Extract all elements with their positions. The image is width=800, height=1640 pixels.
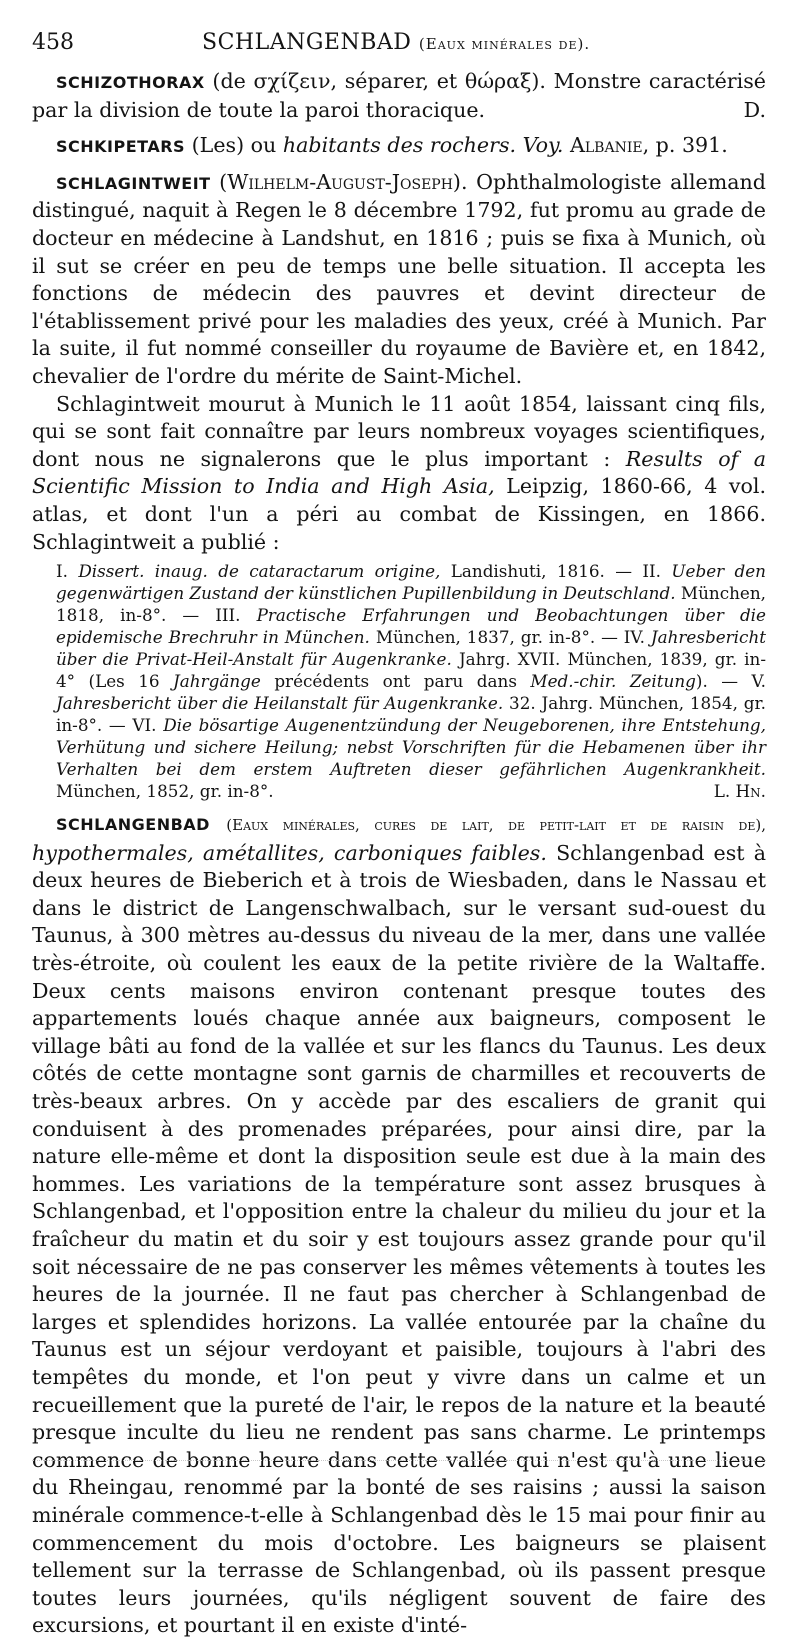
entry-term: SCHKIPETARS [56, 137, 186, 157]
running-title: SCHLANGENBAD (Eaux minérales de). [202, 30, 591, 55]
entry-term: SCHLANGENBAD [56, 815, 210, 835]
page-header [32, 30, 766, 60]
cross-reference-link: Albanie [570, 133, 643, 158]
entry-schlagintweit: SCHLAGINTWEIT (Wilhelm-August-Joseph). Ophthalmologiste allemand distingué, naquit à Regen le 8 décembre 1792, fut promu au grade de docteur en médecine à Landshut, en 1816 ; puis se fixa à Munich, où il sut se créer en peu de temps une belle situation. Il accepta les fonctions de médecin des pauvres et devint directeur de l'établissement privé pour les maladies des yeux, créé à Munich. Par la suite, il fut nommé conseiller du royaume de Bavière et, en 1842, chevalier de l'ordre du mérite de Saint-Michel. Schlagintweit mourut à Munich le 11 août 1854, laissant cinq fils, qui se sont fait connaître par leurs nombreux voyages scientifiques, dont nous ne signalerons que le plus important : Results of a Scientific Mission to India and High Asia, Leipzig, 1860-66, 4 vol. atlas, et dont l'un a péri au combat de Kissingen, en 1866. Schlagintweit a publié : I. Dissert. inaug. de cataractarum origine, Landishuti, 1816. — II. Ueber den gegenwärtigen Zustand der künstlichen Pupillenbildung in Deutschland. München, 1818, in-8°. — III. Practische Erfahrungen und Beobachtungen über die epidemische Brechruhr in München. München, 1837, gr. in-8°. — IV. Jahresbericht über die Privat-Heil-Anstalt für Augenkranke. Jahrg. XVII. München, 1839, gr. in-4° (Les 16 Jahrgänge précédents ont paru dans Med.-chir. Zeitung). — V. Jahresbericht über die Heilanstalt für Augenkranke. 32. Jahrg. München, 1854, gr. in-8°. — VI. Die bösartige Augenentzündung der Neugeborenen, ihre Entstehung, Verhütung und sichere Heilung; nebst Vorschriften für die Hebamenen über ihr Verhalten bei dem erstem Auftreten dieser gefährlichen Augenkrankheit. München, 1852, gr. in-8°. L. Hn. [32, 169, 767, 802]
page-footer-rule [32, 1460, 766, 1462]
entry-signature: D. [743, 97, 766, 122]
entry-term: SCHLAGINTWEIT [56, 173, 211, 193]
entry-schlangenbad: SCHLANGENBAD (Eaux minérales, cures de lait, de petit-lait et de raisin de), hypothermales, amétallites, carboniques faibles. Schlangenbad est à deux heures de Bieberich et à trois de Wiesbaden, dans le Nassau et dans le district de Langenschwalbach, sur le versant sud-ouest du Taunus, à 300 mètres au-dessus du niveau de la mer, dans une vallée très-étroite, où coulent les eaux de la petite rivière de la Waltaffe. Deux cents maisons environ contenant presque toutes des appartements loués chaque année aux baigneurs, composent le village bâti au fond de la vallée et sur les flancs du Taunus. Les deux côtés de cette montagne sont garnis de charmilles et recouverts de très-beaux arbres. On y accède par des escaliers de granit qui conduisent à des promenades préparées, pour ainsi dire, par la nature elle-même et dont la disposition seule est due à la main des hommes. Les variations de la température sont assez brusques à Schlangenbad, et l'opposition entre la chaleur du milieu du jour et la fraîcheur du matin et du soir y est toujours assez grande pour qu'il soit nécessaire de ne pas conserver les mêmes vêtements à toutes les heures de la journée. Il ne faut pas chercher à Schlangenbad de larges et splendides horizons. La vallée entourée par la chaîne du Taunus est un séjour verdoyant et paisible, toujours à l'abri des tempêtes du monde, et l'on peut y vivre dans un calme et un recueillement que la pureté de l'air, le repos de la nature et la beauté presque inculte du lieu ne rendent pas sans charme. Le printemps commence de bonne heure dans cette vallée qui n'est qu'à une lieue du Rheingau, renommé par la bonté de ses raisins ; aussi la saison minérale commence-t-elle à Schlangenbad dès le 15 mai pour finir au commencement du mois d'octobre. Les baigneurs se plaisent tellement sur la terrasse de Schlangenbad, où ils passent presque toutes leurs journées, qu'ils négligent souvent de faire des excursions, et pourtant il en existe d'inté- [32, 815, 766, 1638]
entry-schizothorax: SCHIZOTHORAX (de σχίζειν, séparer, et θώραξ). Monstre caractérisé par la division de toute la paroi thoracique. D. [32, 68, 766, 124]
entry-signature: L. Hn. [713, 781, 766, 802]
entry-term: SCHIZOTHORAX [56, 73, 205, 92]
bibliography: I. Dissert. inaug. de cataractarum origine, Landishuti, 1816. — II. Ueber den gegenwärtigen Zustand der künstlichen Pupillenbildung in Deutschland. München, 1818, in-8°. — III. Practische Erfahrungen und Beobachtungen über die epidemische Brechruhr in München. München, 1837, gr. in-8°. — IV. Jahresbericht über die Privat-Heil-Anstalt für Augenkranke. Jahrg. XVII. München, 1839, gr. in-4° (Les 16 Jahrgänge précédents ont paru dans Med.-chir. Zeitung). — V. Jahresbericht über die Heilanstalt für Augenkranke. 32. Jahrg. München, 1854, gr. in-8°. — VI. Die bösartige Augenentzündung der Neugeborenen, ihre Entstehung, Verhütung und sichere Heilung; nebst Vorschriften für die Hebamenen über ihr Verhalten bei dem erstem Auftreten dieser gefährlichen Augenkrankheit. München, 1852, gr. in-8°. L. Hn. [56, 561, 767, 802]
page-number: 458 [32, 30, 74, 55]
entry-schkipetars: SCHKIPETARS (Les) ou habitants des rochers. Voy. Albanie, p. 391. [56, 133, 728, 158]
